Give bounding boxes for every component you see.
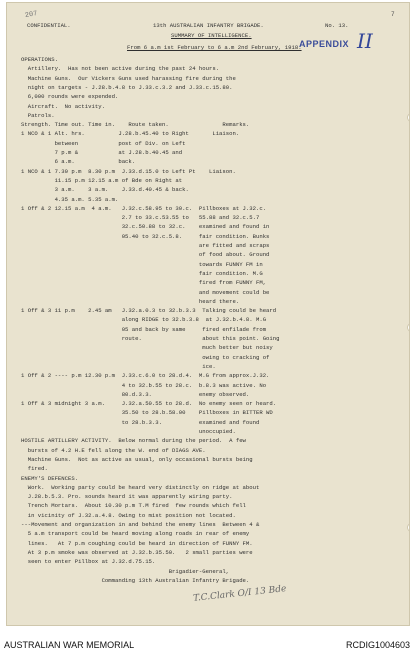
report-line: 4 to 32.b.55 to 28.c. b.8.3 was active. No [21,381,267,389]
page-mark: 7 [391,11,395,18]
appendix-stamp: APPENDIX [299,39,350,49]
report-line: night on targets - J.28.b.4.8 to J.33.c.3.2 and J.33.c.15.80. [21,83,233,91]
report-line: ice. [21,362,216,370]
report-line: Trench Mortars. About 10.30 p.m T.M fired few rounds which fell [21,502,246,510]
report-line: ENEMY'S DEFENCES. [21,474,79,482]
report-line: 7 p.m & at J.28.b.40.45 and [21,149,183,156]
report-line: Brigadier-General, [21,567,230,575]
report-line: 2.7 to 33.c.53.55 to 55.88 and 32.c.5.7 [21,214,260,222]
summary-number: No. 13. [325,22,349,29]
archive-id: RCDIG1004603 [345,640,410,650]
report-line: are fitted and scraps [21,242,270,249]
report-line: 6 a.m. back. [21,158,136,166]
report-line: 11.15 p.m 12.15 a.m of Bde on Right at [21,176,183,184]
report-line: of food about. Ground [21,251,270,259]
report-line: 35.50 to 28.b.58.00 Pillboxes in BITTER WD [21,409,273,417]
handwritten-signature: T.C.Clark O/I 13 Bde [192,584,287,604]
report-line: 1 Off & 2 ---- p.m 12.30 p.m J.33.c.6.0 to 28.d.4. M.G from approx.J.32. [21,372,270,380]
report-line: 05 and back by same fired enfilade from [21,325,267,333]
binding-hole [407,113,410,122]
report-line: bursts of 4.2 H.E fell along the W. end of DIAGS AVE. [21,446,206,454]
brigade-header: 13th AUSTRALIAN INFANTRY BRIGADE. [153,22,264,29]
report-line: 3 a.m. 3 a.m. J.33.d.40.45 & back. [21,186,189,194]
archive-credit: AUSTRALIAN WAR MEMORIAL [4,640,135,650]
report-line: between post of Div. on Left [21,139,186,147]
report-line: in vicinity of J.32.a.4.8. Owing to mist position not located. [21,511,236,519]
report-line: 1 Off & 3 11 p.m 2.45 am J.32.a.0.3 to 32.b.3.3 Talking could be heard [21,307,277,315]
report-line: much better but noisy [21,344,273,352]
report-line: 6,000 rounds were expended. [21,93,119,101]
report-line: 4.35 a.m. 5.35 a.m. [21,195,119,203]
report-line: Machine Guns. Our Vickers Guns used harassing fire during the [21,74,236,82]
report-line: OPERATIONS. [21,56,58,63]
binding-hole [407,323,410,332]
report-line: towards FUNNY FM in [21,260,263,268]
report-line: lines. At 7 p.m coughing could be heard in direction of FUNNY FM. [21,539,253,547]
report-line: J.28.b.5.3. Pro. sounds heard it was apparently wiring party. [21,493,233,501]
report-line: along RIDGE to 32.b.3.8 at J.32.b.4.8. M.G [21,316,267,324]
report-line: 1 Off & 2 12.15 a.m 4 a.m. J.32.c.58.95 to 30.c. Pillboxes at J.32.c. [21,204,267,212]
report-line: Commanding 13th Australian Infantry Brigade. [21,576,250,584]
document-page [6,2,410,626]
classification: CONFIDENTIAL. [27,22,71,29]
report-line: HOSTILE ARTILLERY ACTIVITY. Below normal during the period. A few [21,437,246,445]
report-line: fair condition. M.G [21,269,263,277]
report-line: Strength. Time out. Time in. Route taken. Remarks. [21,121,250,129]
report-line: fired from FUNNY FM, [21,279,267,287]
report-line: 05.40 to 32.c.5.8. fair condition. Bunks [21,232,270,240]
report-line: 80.d.3.3. enemy observed. [21,390,250,398]
report-line: ---Movement and organization in and behind the enemy lines Between 4 & [21,521,260,528]
archive-number: 207 [24,9,39,21]
report-line: heard there. [21,297,240,305]
report-line: and movement could be [21,288,270,296]
binding-hole [407,523,410,532]
report-line: 1 Off & 3 midnight 3 a.m. J.32.a.50.55 to 28.d. No enemy seen or heard. [21,400,277,408]
report-line: Patrols. [21,111,55,119]
report-line: Aircraft. No activity. [21,102,105,110]
report-line: Machine Guns. Not as active as usual, only occasional bursts being [21,455,253,463]
document-title: SUMMARY OF INTELLIGENCE. [171,32,252,39]
report-line: fired. [21,465,48,473]
report-line: 1 NCO & 1 Alt. hrs. J.28.b.45.40 to Right Liaison. [21,130,240,138]
report-line: route. about this point. Going [21,335,280,342]
report-line: Work. Working party could be heard very distinctly on ridge at about [21,483,260,491]
report-line: Artillery. Has not been active during the past 24 hours. [21,65,220,73]
appendix-numeral: II [357,29,373,53]
report-line: unoccupied. [21,428,236,435]
report-line: to 28.b.3.3. examined and found [21,418,260,426]
period: From 6 a.m 1st February to 6 a.m 2nd February, 1918. [127,44,302,51]
report-line: 1 NCO & 1 7.30 p.m 8.30 p.m J.33.d.15.0 to Left Pt Liaison. [21,167,236,175]
report-line: seen to enter Pillbox at J.32.d.75.15. [21,558,156,566]
report-line: At 3 p.m smoke was observed at J.32.b.35.50. 2 small parties were [21,548,253,556]
report-line: owing to cracking of [21,353,270,361]
report-line: 32.c.50.88 to 32.c. examined and found in [21,223,270,231]
report-line: 5 a.m transport could be heard moving along roads in rear of enemy [21,530,250,538]
